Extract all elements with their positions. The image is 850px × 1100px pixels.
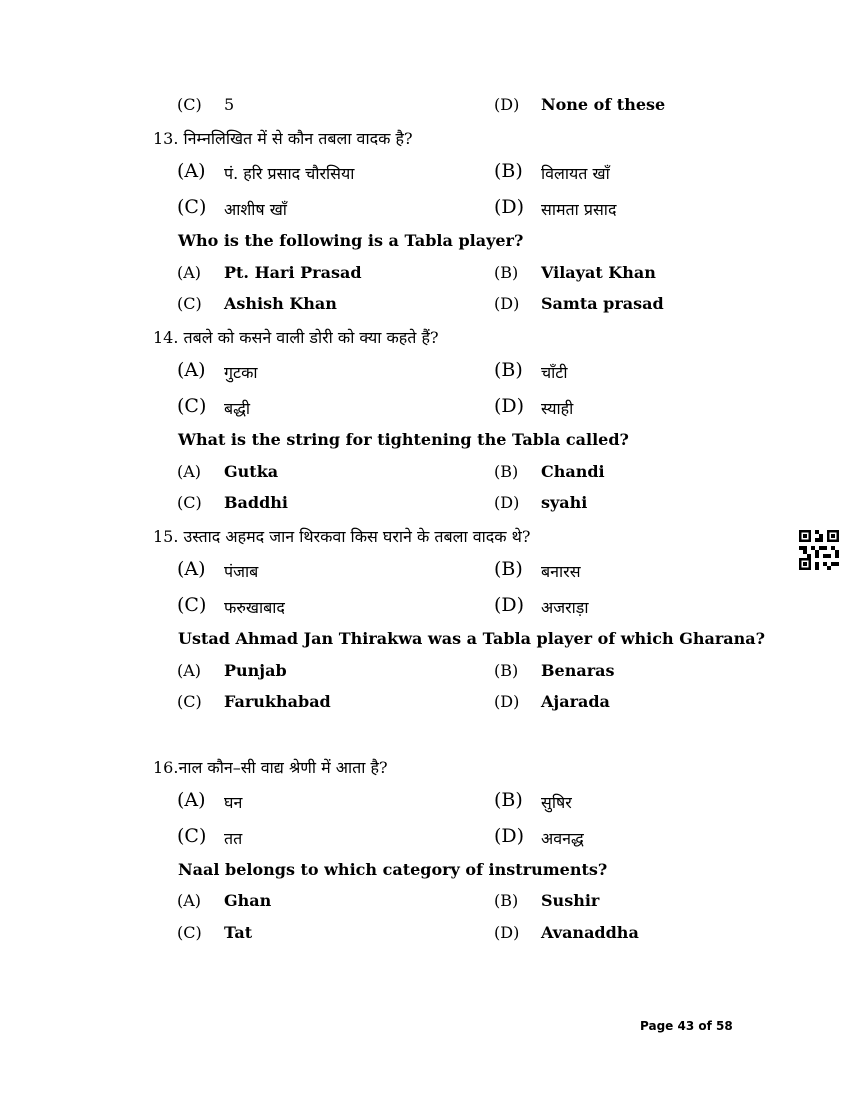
option-label: (B) xyxy=(494,891,519,910)
option-text: गुटका xyxy=(224,363,258,382)
option-text: Benaras xyxy=(541,661,615,680)
option-label: (C) xyxy=(177,923,202,942)
question-16-hindi: 16.नाल कौन–सी वाद्य श्रेणी में आता है? xyxy=(153,758,388,777)
option-label: (B) xyxy=(494,661,519,680)
option-text: Pt. Hari Prasad xyxy=(224,263,362,282)
option-text: Ghan xyxy=(224,891,272,910)
option-label: (D) xyxy=(494,825,525,847)
option-label: (B) xyxy=(494,789,523,811)
option-label: (A) xyxy=(177,263,202,282)
option-text: Vilayat Khan xyxy=(541,263,656,282)
option-text: फरुखाबाद xyxy=(224,598,285,617)
option-text: Ajarada xyxy=(541,692,610,711)
option-label: (D) xyxy=(494,395,525,417)
option-label: (D) xyxy=(494,923,520,942)
option-text: आशीष खाँ xyxy=(224,200,287,219)
option-text: बद्धी xyxy=(224,399,251,418)
option-label: (D) xyxy=(494,294,520,313)
option-text: Gutka xyxy=(224,462,279,481)
option-label: (B) xyxy=(494,160,523,182)
question-15-english: Ustad Ahmad Jan Thirakwa was a Tabla player of which Gharana? xyxy=(178,629,766,648)
option-text: विलायत खाँ xyxy=(541,164,610,183)
option-label: (B) xyxy=(494,462,519,481)
option-label: (A) xyxy=(177,891,202,910)
option-text: 5 xyxy=(224,95,235,114)
option-label: (A) xyxy=(177,359,206,381)
option-text: Punjab xyxy=(224,661,287,680)
option-label: (C) xyxy=(177,395,207,417)
option-text: अवनद्ध xyxy=(541,829,584,848)
option-label: (D) xyxy=(494,594,525,616)
option-label: (C) xyxy=(177,692,202,711)
option-label: (A) xyxy=(177,160,206,182)
qr-code xyxy=(799,530,839,570)
option-label: (C) xyxy=(177,95,202,114)
question-14-hindi: 14. तबले को कसने वाली डोरी को क्या कहते हैं? xyxy=(153,328,439,347)
option-label: (C) xyxy=(177,493,202,512)
option-text: पं. हरि प्रसाद चौरसिया xyxy=(224,164,355,183)
option-text: None of these xyxy=(541,95,666,114)
option-text: Samta prasad xyxy=(541,294,664,313)
option-text: Chandi xyxy=(541,462,605,481)
option-text: स्याही xyxy=(541,399,574,418)
option-label: (D) xyxy=(494,196,525,218)
option-text: घन xyxy=(224,793,243,812)
option-text: चाँटी xyxy=(541,363,568,382)
option-text: सुषिर xyxy=(541,793,572,812)
question-13-hindi: 13. निम्नलिखित में से कौन तबला वादक है? xyxy=(153,129,413,148)
option-text: syahi xyxy=(541,493,588,512)
option-text: Avanaddha xyxy=(541,923,639,942)
option-text: तत xyxy=(224,829,243,848)
option-label: (A) xyxy=(177,462,202,481)
question-16-english: Naal belongs to which category of instruments? xyxy=(178,860,608,879)
option-label: (D) xyxy=(494,95,520,114)
option-text: Ashish Khan xyxy=(224,294,337,313)
option-label: (C) xyxy=(177,294,202,313)
option-label: (C) xyxy=(177,196,207,218)
option-label: (C) xyxy=(177,594,207,616)
option-text: अजराड़ा xyxy=(541,598,589,617)
option-label: (A) xyxy=(177,558,206,580)
page-number: Page 43 of 58 xyxy=(640,1019,733,1033)
question-13-english: Who is the following is a Tabla player? xyxy=(178,231,524,250)
question-15-hindi: 15. उस्ताद अहमद जान थिरकवा किस घराने के तबला वादक थे? xyxy=(153,527,531,546)
option-text: Baddhi xyxy=(224,493,288,512)
option-text: पंजाब xyxy=(224,562,259,581)
option-text: Sushir xyxy=(541,891,600,910)
option-text: बनारस xyxy=(541,562,581,581)
option-label: (D) xyxy=(494,692,520,711)
option-text: Farukhabad xyxy=(224,692,331,711)
option-label: (A) xyxy=(177,661,202,680)
option-text: Tat xyxy=(224,923,253,942)
option-label: (B) xyxy=(494,359,523,381)
option-text: सामता प्रसाद xyxy=(541,200,617,219)
option-label: (B) xyxy=(494,263,519,282)
option-label: (C) xyxy=(177,825,207,847)
option-label: (B) xyxy=(494,558,523,580)
question-14-english: What is the string for tightening the Tabla called? xyxy=(178,430,629,449)
option-label: (A) xyxy=(177,789,206,811)
option-label: (D) xyxy=(494,493,520,512)
